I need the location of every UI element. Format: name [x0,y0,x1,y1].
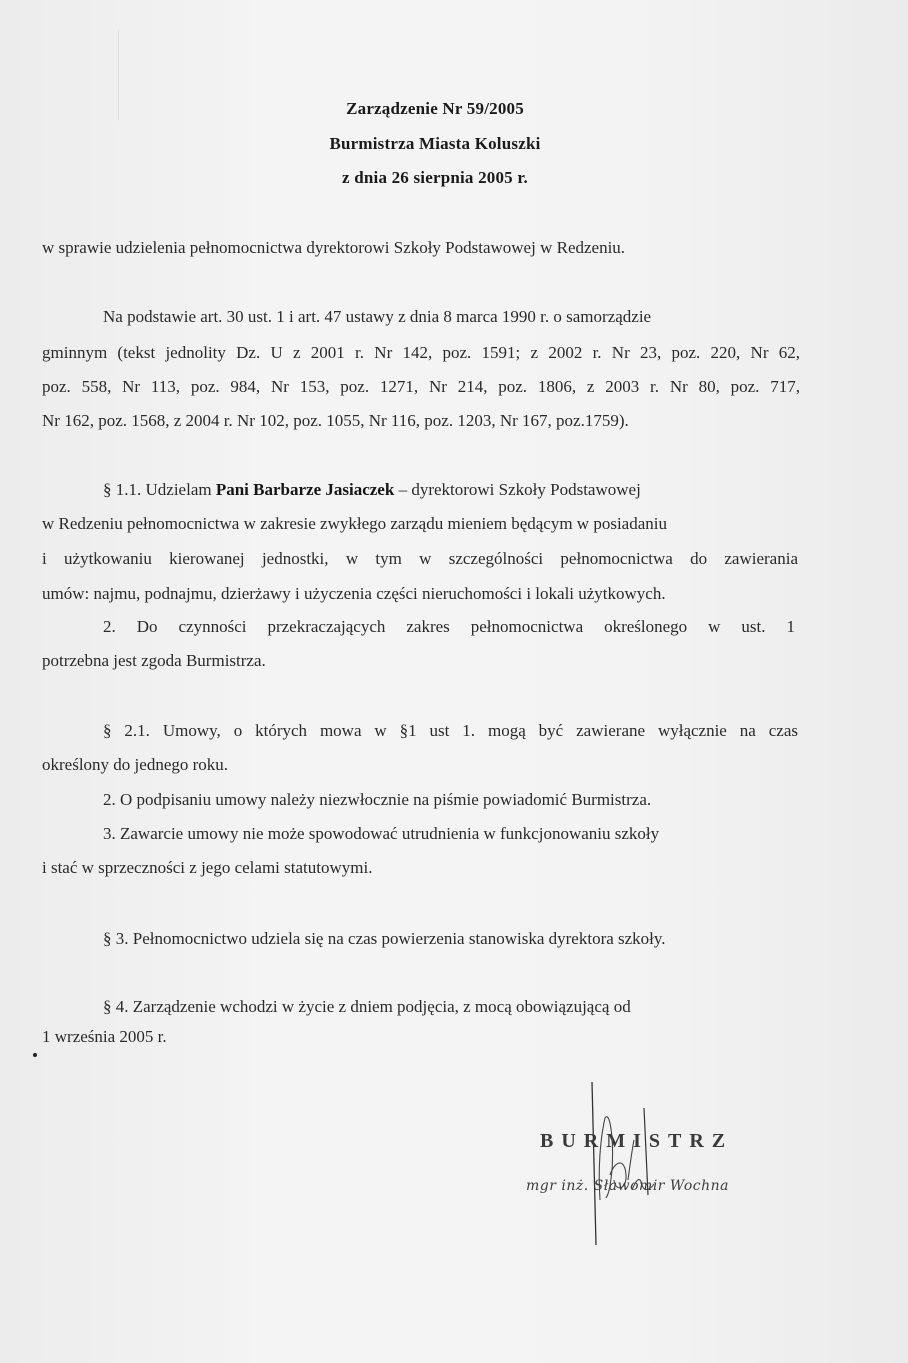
section-4: § 4. Zarządzenie wchodzi w życie z dniem podjęcia, z mocą obowiązującą od [103,997,631,1016]
section-2-paragraph-3: 3. Zawarcie umowy nie może spowodować utrudnienia w funkcjonowaniu szkoły [103,824,660,843]
document-date: z dnia 26 sierpnia 2005 r. [342,168,528,187]
ink-speck [33,1053,37,1057]
section-1-paragraph-2: 2. Do czynności przekraczających zakres pełnomocnictwa określonego w ust. 1 [103,617,795,636]
section-1-paragraph-2-cont: potrzebna jest zgoda Burmistrza. [42,651,266,670]
legal-basis-line: Nr 162, poz. 1568, z 2004 r. Nr 102, poz. 1055, Nr 116, poz. 1203, Nr 167, poz.1759). [42,411,629,430]
section-2-paragraph-2: 2. O podpisaniu umowy należy niezwłocznie na piśmie powiadomić Burmistrza. [103,790,652,809]
section-1-paragraph-1 [103,480,641,500]
section-3: § 3. Pełnomocnictwo udziela się na czas powierzenia stanowiska dyrektora szkoły. [103,929,666,948]
document-title: Zarządzenie Nr 59/2005 [346,99,524,118]
section-2-paragraph-1: § 2.1. Umowy, o których mowa w §1 ust 1. mogą być zawierane wyłącznie na czas [103,721,798,740]
section-2-paragraph-1-cont: określony do jednego roku. [42,755,229,774]
legal-basis-line: gminnym (tekst jednolity Dz. U z 2001 r. Nr 142, poz. 1591; z 2002 r. Nr 23, poz. 220, Nr 62, [42,343,800,362]
stamp-name: mgr inż. Sławomir Wochna [526,1178,730,1194]
grantee-name: Pani Barbarze Jasiaczek [215,480,395,499]
document-subject: w sprawie udzielenia pełnomocnictwa dyrektorowi Szkoły Podstawowej w Redzeniu. [42,238,626,257]
legal-basis-line: poz. 558, Nr 113, poz. 984, Nr 153, poz. 1271, Nr 214, poz. 1806, z 2003 r. Nr 80, poz. 717, [42,377,800,396]
section-1-line: umów: najmu, podnajmu, dzierżawy i użyczenia części nieruchomości i lokali użytkowych. [42,584,666,603]
section-4-cont: 1 września 2005 r. [42,1027,167,1046]
section-2-paragraph-3-cont: i stać w sprzeczności z jego celami statutowymi. [42,858,373,877]
section-1-suffix: – dyrektorowi Szkoły Podstawowej [394,480,641,499]
stamp-title: BURMISTRZ [540,1130,734,1152]
document-issuer: Burmistrza Miasta Koluszki [329,134,541,153]
legal-basis-line: Na podstawie art. 30 ust. 1 i art. 47 ustawy z dnia 8 marca 1990 r. o samorządzie [103,307,652,326]
section-1-line: w Redzeniu pełnomocnictwa w zakresie zwykłego zarządu mieniem będącym w posiadaniu [42,514,667,533]
section-1-prefix: § 1.1. Udzielam [103,480,216,499]
handwritten-signature [570,1080,690,1250]
section-1-line: i użytkowaniu kierowanej jednostki, w tym w szczególności pełnomocnictwa do zawierania [42,549,798,568]
